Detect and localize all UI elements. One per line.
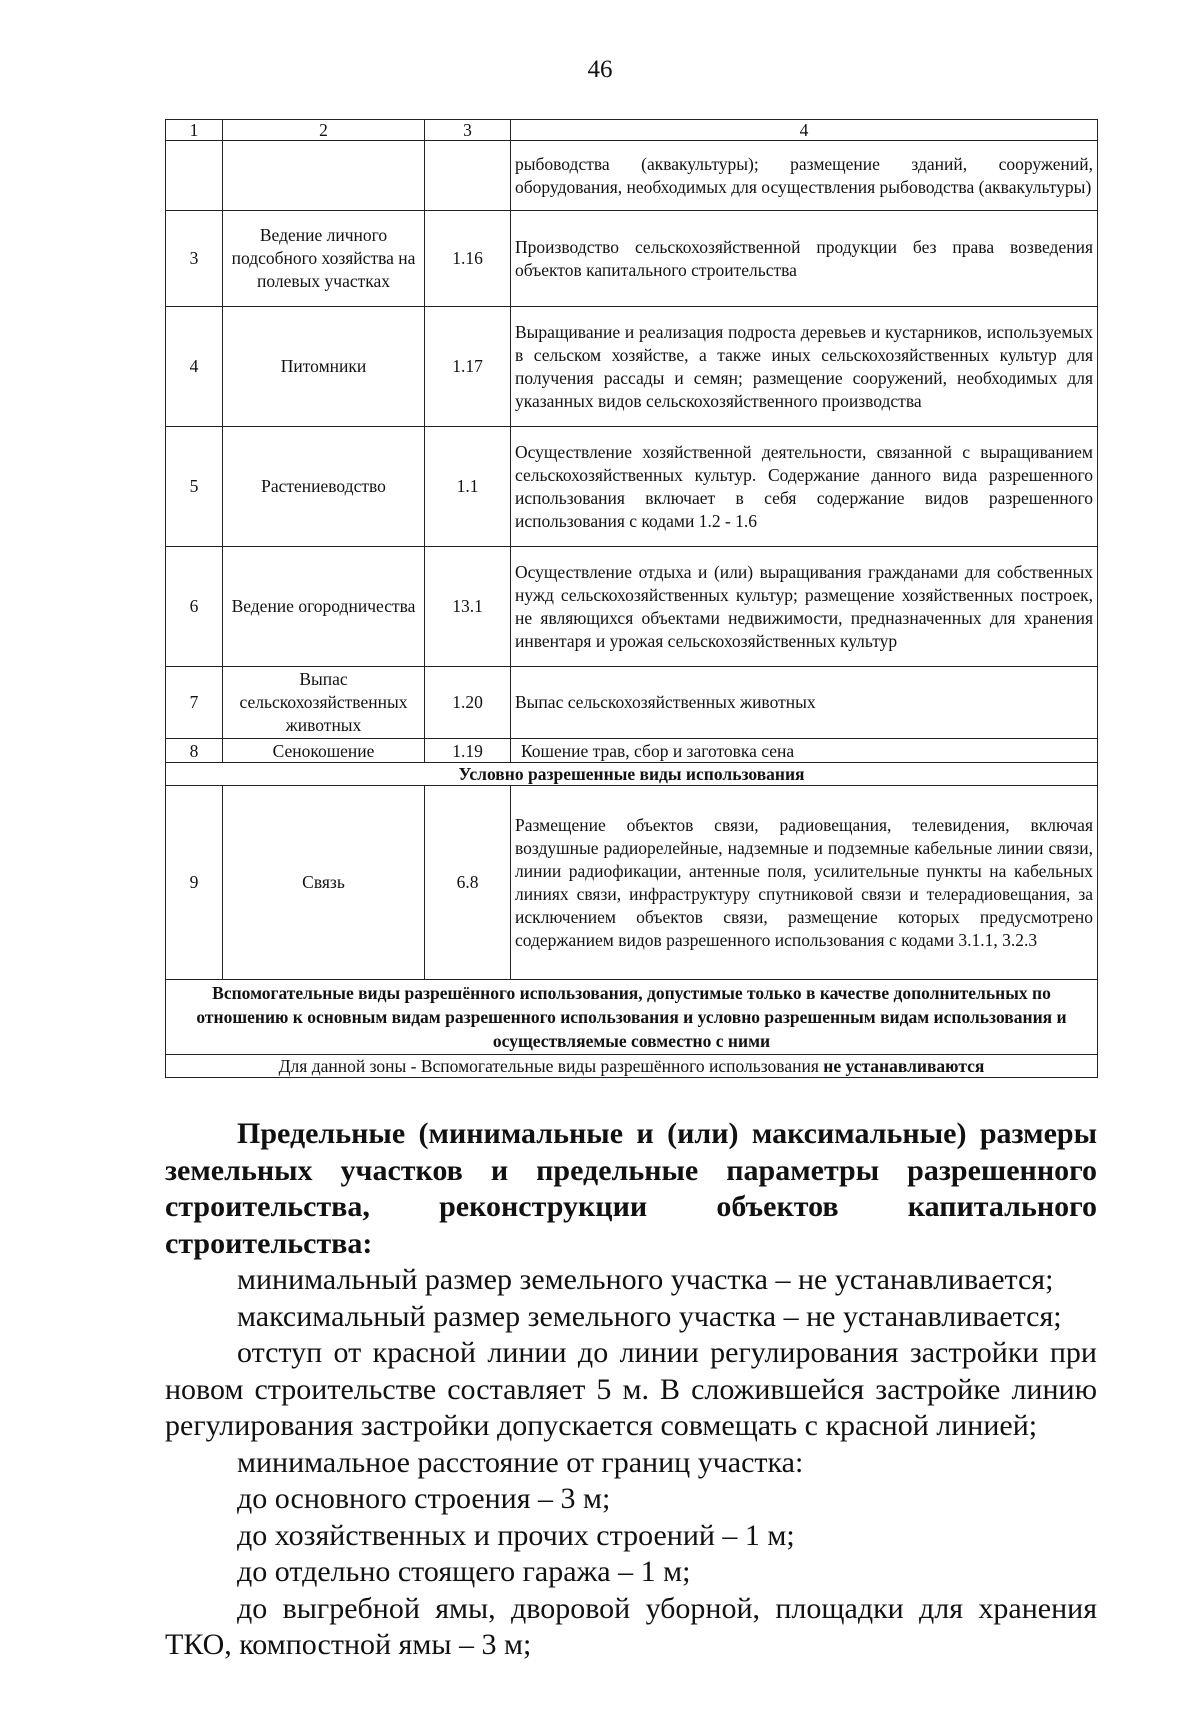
row-number: 4 [166, 307, 223, 427]
row-name: Выпас сельскохозяйственных животных [223, 667, 425, 739]
row-description: Выпас сельскохозяйственных животных [511, 667, 1098, 739]
table-row [166, 547, 1098, 667]
row-code: 6.8 [425, 786, 511, 980]
table-row [166, 786, 1098, 980]
row-number: 9 [166, 786, 223, 980]
row-name [223, 141, 425, 211]
row-name: Растениеводство [223, 427, 425, 547]
row-number [166, 141, 223, 211]
table-header-row [166, 120, 1098, 141]
row-code [425, 141, 511, 211]
parameter-paragraph: минимальный размер земельного участка – не устанавливается; [237, 1263, 1054, 1296]
table-row [166, 141, 1098, 211]
auxiliary-note-prefix: Для данной зоны - Вспомогательные виды разрешённого использования [278, 1056, 824, 1076]
header-cell: 3 [425, 120, 511, 141]
row-description: Размещение объектов связи, радиовещания, телевидения, включая воздушные радиорелейные, надземные и подземные кабельные линии связи, линии радиофикации, антенные поля, усилительные пункты на кабельных линиях связи, инфраструктуру спутниковой связи и телерадиовещания, за исключением объектов связи, размещение которых предусмотрено содержанием видов разрешенного использования с кодами 3.1.1, 3.2.3 [511, 786, 1098, 980]
row-description: Осуществление хозяйственной деятельности, связанной с выращиванием сельскохозяйственных культур. Содержание данного вида разрешенного использования включает в себя содержание видов разрешенного использования с кодами 1.2 - 1.6 [511, 427, 1098, 547]
row-description: Кошение трав, сбор и заготовка сена [511, 739, 1098, 763]
row-name: Ведение личного подсобного хозяйства на полевых участках [223, 211, 425, 307]
row-number: 6 [166, 547, 223, 667]
table-row [166, 307, 1098, 427]
parameters-heading: Предельные (минимальные и (или) максимальные) размеры земельных участков и предельные параметры разрешенного строительства, реконструкции объектов капитального строительства: [165, 1117, 1097, 1260]
row-name: Ведение огородничества [223, 547, 425, 667]
conditional-section-row [166, 763, 1098, 786]
row-name: Связь [223, 786, 425, 980]
table-row [166, 211, 1098, 307]
table-row [166, 667, 1098, 739]
land-use-table [165, 119, 1098, 1078]
row-name: Питомники [223, 307, 425, 427]
row-number: 7 [166, 667, 223, 739]
row-name: Сенокошение [223, 739, 425, 763]
auxiliary-section-title: Вспомогательные виды разрешённого использования, допустимые только в качестве дополнительных по отношению к основным видам разрешенного использования и условно разрешенным видам использования и осуществляемые совместно с ними [166, 980, 1098, 1055]
parameter-paragraph: минимальное расстояние от границ участка: [237, 1445, 804, 1479]
row-number: 5 [166, 427, 223, 547]
row-code: 1.19 [425, 739, 511, 763]
header-cell: 1 [166, 120, 223, 141]
row-code: 1.16 [425, 211, 511, 307]
table-row [166, 739, 1098, 763]
row-description: Производство сельскохозяйственной продукции без права возведения объектов капитального строительства [511, 211, 1098, 307]
header-cell: 4 [511, 120, 1098, 141]
row-code: 13.1 [425, 547, 511, 667]
parameter-paragraph: до выгребной ямы, дворовой уборной, площадки для хранения ТКО, компостной ямы – 3 м; [165, 1591, 1097, 1661]
row-code: 1.17 [425, 307, 511, 427]
row-description: Выращивание и реализация подроста деревьев и кустарников, используемых в сельском хозяйстве, а также иных сельскохозяйственных культур для получения рассады и семян; размещение сооружений, необходимых для указанных видов сельскохозяйственного производства [511, 307, 1098, 427]
auxiliary-note [166, 1055, 1098, 1078]
auxiliary-section-row [166, 980, 1098, 1055]
parameter-paragraph: до основного строения – 3 м; [237, 1482, 611, 1515]
conditional-section-title: Условно разрешенные виды использования [166, 763, 1098, 786]
row-code: 1.20 [425, 667, 511, 739]
zone-parameters-text [165, 1116, 1097, 1664]
auxiliary-note-row [166, 1055, 1098, 1078]
parameter-paragraph: до отдельно стоящего гаража – 1 м; [237, 1555, 691, 1588]
table-row [166, 427, 1098, 547]
row-description: Осуществление отдыха и (или) выращивания гражданами для собственных нужд сельскохозяйственных культур; размещение хозяйственных построек, не являющихся объектами недвижимости, предназначенных для хранения инвентаря и урожая сельскохозяйственных культур [511, 547, 1098, 667]
page-number: 46 [587, 56, 613, 83]
parameter-paragraph: отступ от красной линии до линии регулирования застройки при новом строительстве составляет 5 м. В сложившейся застройке линию регулирования застройки допускается совмещать с красной линией; [165, 1336, 1097, 1442]
header-cell: 2 [223, 120, 425, 141]
row-number: 8 [166, 739, 223, 763]
row-description: рыбоводства (аквакультуры); размещение зданий, сооружений, оборудования, необходимых для осуществления рыбоводства (аквакультуры) [511, 141, 1098, 211]
parameter-paragraph: максимальный размер земельного участка – не устанавливается; [237, 1299, 1062, 1333]
parameter-paragraph: до хозяйственных и прочих строений – 1 м; [237, 1518, 795, 1552]
row-code: 1.1 [425, 427, 511, 547]
row-number: 3 [166, 211, 223, 307]
auxiliary-note-emphasis: не устанавливаются [823, 1056, 985, 1076]
